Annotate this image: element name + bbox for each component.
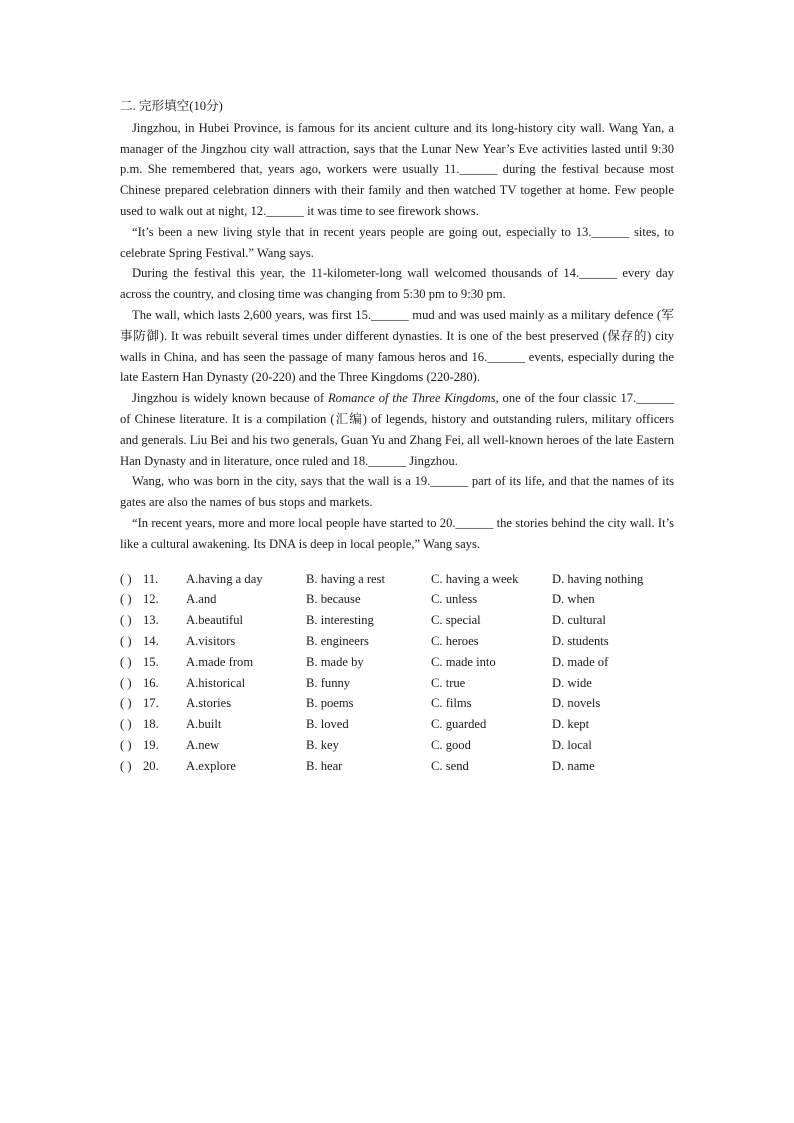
question-row bbox=[120, 735, 674, 756]
question-number: 16. bbox=[143, 675, 159, 690]
passage-text: “It’s been a new living style that in recent years people are going out, especially to 13.______ sites, to celebrate Spring Festival.” Wang says. bbox=[120, 224, 674, 260]
passage-paragraph bbox=[120, 118, 674, 222]
answer-bracket[interactable]: ( ) bbox=[120, 633, 132, 648]
question-number: 20. bbox=[143, 758, 159, 773]
answer-bracket[interactable]: ( ) bbox=[120, 613, 132, 628]
option-d: D. wide bbox=[552, 675, 592, 690]
option-d: D. kept bbox=[552, 717, 590, 732]
option-d: D. novels bbox=[552, 696, 601, 711]
option-a: A.made from bbox=[186, 654, 254, 669]
option-a: A.historical bbox=[186, 675, 246, 690]
question-row bbox=[120, 714, 674, 735]
option-b: B. hear bbox=[306, 758, 343, 773]
answer-options bbox=[120, 569, 674, 777]
question-number: 13. bbox=[143, 613, 159, 628]
answer-bracket[interactable]: ( ) bbox=[120, 758, 132, 773]
option-b: B. interesting bbox=[306, 613, 374, 628]
passage-paragraph bbox=[120, 222, 674, 264]
question-number: 17. bbox=[143, 696, 159, 711]
option-a: A.built bbox=[186, 717, 222, 732]
book-title: Romance of the Three Kingdoms bbox=[327, 391, 496, 406]
question-row bbox=[120, 569, 674, 590]
question-row bbox=[120, 631, 674, 652]
option-d: D. made of bbox=[552, 654, 609, 669]
passage-paragraph bbox=[120, 513, 674, 555]
option-c: C. unless bbox=[431, 592, 478, 607]
option-c: C. send bbox=[431, 758, 469, 773]
question-number: 14. bbox=[143, 633, 159, 648]
option-c: C. having a week bbox=[431, 571, 519, 586]
option-a: A.beautiful bbox=[186, 613, 244, 628]
question-number: 15. bbox=[143, 654, 159, 669]
option-b: B. engineers bbox=[306, 633, 369, 648]
option-c: C. heroes bbox=[431, 633, 479, 648]
question-row bbox=[120, 693, 674, 714]
option-b: B. poems bbox=[306, 696, 354, 711]
option-b: B. because bbox=[306, 592, 361, 607]
option-a: A.explore bbox=[186, 758, 237, 773]
option-a: A.visitors bbox=[186, 633, 236, 648]
cloze-passage bbox=[120, 118, 674, 555]
answer-bracket[interactable]: ( ) bbox=[120, 696, 132, 711]
question-row bbox=[120, 673, 674, 694]
option-c: C. special bbox=[431, 613, 481, 628]
option-d: D. cultural bbox=[552, 613, 606, 628]
option-a: A.and bbox=[186, 592, 217, 607]
option-d: D. students bbox=[552, 633, 609, 648]
question-row bbox=[120, 652, 674, 673]
answer-bracket[interactable]: ( ) bbox=[120, 571, 132, 586]
question-row bbox=[120, 756, 674, 777]
option-d: D. local bbox=[552, 737, 592, 752]
answer-bracket[interactable]: ( ) bbox=[120, 592, 132, 607]
passage-paragraph bbox=[120, 263, 674, 305]
option-c: C. guarded bbox=[431, 717, 487, 732]
worksheet-page bbox=[120, 96, 674, 777]
option-b: B. funny bbox=[306, 675, 351, 690]
answer-bracket[interactable]: ( ) bbox=[120, 675, 132, 690]
question-number: 18. bbox=[143, 717, 159, 732]
passage-paragraph bbox=[120, 471, 674, 513]
question-row bbox=[120, 610, 674, 631]
passage-text: The wall, which lasts 2,600 years, was first 15.______ mud and was used mainly as a military defence (军事防御). It was rebuilt several times under different dynasties. It is one of the best preserved (保存的) city walls in China, and has seen the passage of many famous heros and 16.______ events, especially during the late Eastern Han Dynasty (20-220) and the Three Kingdoms (220-280). bbox=[120, 307, 674, 385]
option-c: C. true bbox=[431, 675, 466, 690]
option-d: D. when bbox=[552, 592, 595, 607]
option-b: B. having a rest bbox=[306, 571, 386, 586]
passage-text: During the festival this year, the 11-kilometer-long wall welcomed thousands of 14.______ every day across the country, and closing time was changing from 5:30 pm to 9:30 pm. bbox=[120, 266, 674, 302]
option-c: C. good bbox=[431, 737, 471, 752]
passage-text: “In recent years, more and more local people have started to 20.______ the stories behind the city wall. It’s like a cultural awakening. Its DNA is deep in local people,” Wang says. bbox=[120, 515, 674, 551]
passage-text: Wang, who was born in the city, says that the wall is a 19.______ part of its life, and that the names of its gates are also the names of bus stops and markets. bbox=[120, 474, 674, 510]
option-d: D. having nothing bbox=[552, 571, 644, 586]
question-row bbox=[120, 589, 674, 610]
passage-paragraph bbox=[120, 388, 674, 471]
question-number: 19. bbox=[143, 737, 159, 752]
option-c: C. made into bbox=[431, 654, 496, 669]
passage-text: Jingzhou, in Hubei Province, is famous for its ancient culture and its long-history city wall. Wang Yan, a manager of the Jingzhou city wall attraction, says that the Lunar New Year’s Eve activities lasted until 9:30 p.m. She remembered that, years ago, workers were usually 11.______ during the festival because most Chinese prepared celebration dinners with their family and then watched TV together at home. Few people used to walk out at night, 12.______ it was time to see firework shows. bbox=[120, 120, 674, 218]
question-number: 11. bbox=[143, 571, 159, 586]
option-a: A.stories bbox=[186, 696, 232, 711]
passage-text: , one of the four classic 17.______ of Chinese literature. It is a compilation (汇编) of legends, history and outstanding rulers, military officers and generals. Liu Bei and his two generals, Guan Yu and Zhang Fei, all well-known heroes of the late Eastern Han Dynasty and in literature, once ruled and 18.______ Jingzhou. bbox=[120, 391, 674, 468]
section-title: 二. 完形填空(10分) bbox=[120, 99, 223, 113]
option-a: A.new bbox=[186, 737, 220, 752]
option-a: A.having a day bbox=[186, 571, 263, 586]
answer-bracket[interactable]: ( ) bbox=[120, 717, 132, 732]
question-number: 12. bbox=[143, 592, 159, 607]
answer-bracket[interactable]: ( ) bbox=[120, 654, 132, 669]
option-b: B. loved bbox=[306, 717, 349, 732]
option-b: B. made by bbox=[306, 654, 364, 669]
option-d: D. name bbox=[552, 758, 595, 773]
option-c: C. films bbox=[431, 696, 472, 711]
passage-paragraph bbox=[120, 305, 674, 388]
passage-text: Jingzhou is widely known because of bbox=[132, 391, 328, 406]
answer-bracket[interactable]: ( ) bbox=[120, 737, 132, 752]
option-b: B. key bbox=[306, 737, 339, 752]
